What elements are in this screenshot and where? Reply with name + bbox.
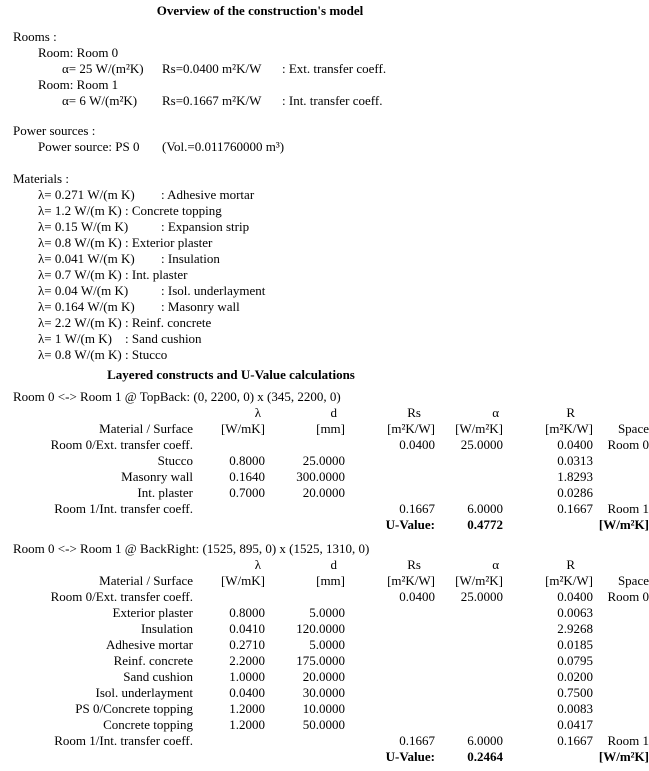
cell-d: 10.0000 xyxy=(302,701,345,716)
cell-rs: 0.1667 xyxy=(399,501,435,516)
material-item xyxy=(38,331,649,347)
cell-material: Room 0/Ext. transfer coeff. xyxy=(50,437,193,452)
cell-material: Room 0/Ext. transfer coeff. xyxy=(50,589,193,604)
table-row xyxy=(13,437,649,453)
col-symbol-alpha: α xyxy=(492,405,499,420)
cell-space xyxy=(593,701,649,717)
cell-d: 20.0000 xyxy=(302,485,345,500)
material-lambda: λ= 0.8 W/(m K) xyxy=(38,347,122,362)
cell-alpha: 6.0000 xyxy=(467,501,503,516)
material-lambda: λ= 0.164 W/(m K) xyxy=(38,299,135,314)
col-unit-alpha: [W/m²K] xyxy=(455,421,503,436)
cell-alpha xyxy=(435,669,503,685)
col-symbol-lambda: λ xyxy=(254,405,261,420)
construct-table xyxy=(13,557,649,765)
cell-lambda xyxy=(193,437,265,453)
cell-d: 25.0000 xyxy=(302,453,345,468)
material-lambda: λ= 1.2 W/(m K) xyxy=(38,203,122,218)
material-lambda: λ= 0.7 W/(m K) xyxy=(38,267,122,282)
cell-r: 0.0417 xyxy=(557,717,593,732)
col-symbol-rs: Rs xyxy=(407,405,421,420)
cell-rs xyxy=(345,717,435,733)
material-name: : Exterior plaster xyxy=(125,235,213,250)
cell-space: Room 0 xyxy=(607,437,649,452)
material-item xyxy=(38,283,649,299)
cell-d: 5.0000 xyxy=(309,637,345,652)
material-item xyxy=(38,235,649,251)
cell-material: Exterior plaster xyxy=(112,605,193,620)
material-lambda: λ= 0.041 W/(m K) xyxy=(38,251,135,266)
cell-lambda: 0.0400 xyxy=(229,685,265,700)
cell-d: 120.0000 xyxy=(296,621,345,636)
cell-r: 2.9268 xyxy=(557,621,593,636)
table-row xyxy=(13,637,649,653)
cell-space xyxy=(593,653,649,669)
rooms-section xyxy=(0,29,649,109)
cell-d: 50.0000 xyxy=(302,717,345,732)
cell-lambda xyxy=(193,733,265,749)
materials-section xyxy=(0,171,649,363)
cell-space: Room 0 xyxy=(607,589,649,604)
coeff-desc: : Int. transfer coeff. xyxy=(282,93,383,108)
material-name: : Insulation xyxy=(161,251,220,266)
material-item xyxy=(38,347,649,363)
rooms-heading: Rooms : xyxy=(13,29,57,44)
cell-alpha xyxy=(435,685,503,701)
cell-material: PS 0/Concrete topping xyxy=(75,701,193,716)
cell-lambda xyxy=(193,589,265,605)
material-item xyxy=(38,267,649,283)
cell-rs xyxy=(345,621,435,637)
col-symbol-alpha: α xyxy=(492,557,499,572)
cell-alpha xyxy=(435,717,503,733)
col-symbol-d: d xyxy=(330,405,337,420)
table-row xyxy=(13,653,649,669)
cell-r: 1.8293 xyxy=(557,469,593,484)
power-source-line xyxy=(38,139,649,155)
cell-alpha xyxy=(435,653,503,669)
cell-material: Masonry wall xyxy=(121,469,193,484)
table-row xyxy=(13,701,649,717)
cell-space xyxy=(593,685,649,701)
col-unit-rs: [m²K/W] xyxy=(387,421,435,436)
material-name: : Adhesive mortar xyxy=(161,187,255,202)
col-header-material: Material / Surface xyxy=(99,573,193,588)
cell-material: Concrete topping xyxy=(103,717,193,732)
cell-material: Room 1/Int. transfer coeff. xyxy=(54,501,193,516)
cell-space xyxy=(593,605,649,621)
cell-space xyxy=(593,717,649,733)
cell-blank xyxy=(193,517,265,533)
cell-space: Room 1 xyxy=(607,733,649,748)
cell-material: Sand cushion xyxy=(123,669,193,684)
material-name: : Sand cushion xyxy=(125,331,202,346)
cell-blank xyxy=(193,749,265,765)
cell-d: 300.0000 xyxy=(296,469,345,484)
section-title-layered-constructs: Layered constructs and U-Value calculations xyxy=(107,367,355,382)
material-name: : Masonry wall xyxy=(161,299,240,314)
cell-r: 0.7500 xyxy=(557,685,593,700)
cell-d: 30.0000 xyxy=(302,685,345,700)
cell-r: 0.0185 xyxy=(557,637,593,652)
table-row xyxy=(13,717,649,733)
col-symbol-r: R xyxy=(566,405,575,420)
cell-lambda xyxy=(193,501,265,517)
cell-rs xyxy=(345,453,435,469)
table-header-units-row xyxy=(13,573,649,589)
col-header-space: Space xyxy=(617,573,649,588)
cell-d: 175.0000 xyxy=(296,653,345,668)
col-symbol-r: R xyxy=(566,557,575,572)
cell-space xyxy=(593,669,649,685)
cell-rs xyxy=(345,669,435,685)
cell-material: Room 1/Int. transfer coeff. xyxy=(54,733,193,748)
cell-lambda: 2.2000 xyxy=(229,653,265,668)
material-lambda: λ= 0.8 W/(m K) xyxy=(38,235,122,250)
cell-alpha xyxy=(435,453,503,469)
cell-rs xyxy=(345,469,435,485)
cell-lambda: 1.0000 xyxy=(229,669,265,684)
cell-lambda: 0.8000 xyxy=(229,453,265,468)
cell-blank xyxy=(265,749,345,765)
cell-lambda: 0.1640 xyxy=(229,469,265,484)
material-item xyxy=(38,187,649,203)
col-unit-lambda: [W/mK] xyxy=(220,573,265,588)
cell-r: 0.0083 xyxy=(557,701,593,716)
table-row xyxy=(13,669,649,685)
cell-lambda: 1.2000 xyxy=(229,717,265,732)
cell-d xyxy=(265,501,345,517)
cell-rs xyxy=(345,701,435,717)
cell-lambda: 0.8000 xyxy=(229,605,265,620)
material-name: : Concrete topping xyxy=(125,203,222,218)
construct-title: Room 0 <-> Room 1 @ TopBack: (0, 2200, 0) x (345, 2200, 0) xyxy=(13,389,341,404)
table-row xyxy=(13,453,649,469)
power-source-volume: (Vol.=0.011760000 m³) xyxy=(162,139,285,154)
cell-rs xyxy=(345,637,435,653)
page-title: Overview of the construction's model xyxy=(156,3,364,18)
material-lambda: λ= 2.2 W/(m K) xyxy=(38,315,122,330)
table-row xyxy=(13,685,649,701)
construct-table xyxy=(13,405,649,533)
cell-r: 0.0313 xyxy=(557,453,593,468)
cell-space xyxy=(593,469,649,485)
material-item xyxy=(38,299,649,315)
cell-alpha xyxy=(435,621,503,637)
col-unit-lambda: [W/mK] xyxy=(220,421,265,436)
cell-material: Stucco xyxy=(157,453,193,468)
cell-blank xyxy=(13,557,193,573)
cell-rs: 0.0400 xyxy=(399,437,435,452)
room-label: Room: Room 1 xyxy=(38,77,119,92)
u-value-row xyxy=(13,749,649,765)
u-value-unit: [W/m²K] xyxy=(598,749,649,764)
room-coeff-line xyxy=(62,93,649,109)
table-row xyxy=(13,469,649,485)
cell-alpha xyxy=(435,637,503,653)
construct-title: Room 0 <-> Room 1 @ BackRight: (1525, 895, 0) x (1525, 1310, 0) xyxy=(13,541,370,556)
material-name: : Stucco xyxy=(125,347,168,362)
material-item xyxy=(38,251,649,267)
u-value-row xyxy=(13,517,649,533)
u-value-label: U-Value: xyxy=(385,517,435,532)
cell-lambda: 0.2710 xyxy=(229,637,265,652)
cell-d: 20.0000 xyxy=(302,669,345,684)
material-item xyxy=(38,219,649,235)
cell-material: Insulation xyxy=(141,621,193,636)
cell-blank xyxy=(265,517,345,533)
cell-d xyxy=(265,437,345,453)
table-row xyxy=(13,621,649,637)
material-lambda: λ= 0.15 W/(m K) xyxy=(38,219,129,234)
cell-r: 0.0063 xyxy=(557,605,593,620)
cell-alpha: 25.0000 xyxy=(460,589,503,604)
col-symbol-rs: Rs xyxy=(407,557,421,572)
alpha-value: α= 6 W/(m²K) xyxy=(62,93,138,108)
table-row xyxy=(13,733,649,749)
power-source-name: Power source: PS 0 xyxy=(38,139,140,154)
cell-r: 0.0400 xyxy=(557,437,593,452)
cell-lambda: 1.2000 xyxy=(229,701,265,716)
cell-alpha xyxy=(435,701,503,717)
cell-space xyxy=(593,621,649,637)
table-header-symbols-row xyxy=(13,557,649,573)
cell-blank xyxy=(13,749,193,765)
col-header-space: Space xyxy=(617,421,649,436)
cell-lambda: 0.0410 xyxy=(229,621,265,636)
cell-rs xyxy=(345,685,435,701)
material-name: : Expansion strip xyxy=(161,219,250,234)
cell-space xyxy=(593,453,649,469)
table-row xyxy=(13,501,649,517)
col-unit-r: [m²K/W] xyxy=(545,421,593,436)
cell-alpha xyxy=(435,605,503,621)
table-row xyxy=(13,485,649,501)
table-row xyxy=(13,589,649,605)
material-name: : Reinf. concrete xyxy=(125,315,212,330)
cell-d xyxy=(265,733,345,749)
alpha-value: α= 25 W/(m²K) xyxy=(62,61,144,76)
col-unit-r: [m²K/W] xyxy=(545,573,593,588)
material-name: : Isol. underlayment xyxy=(161,283,266,298)
material-lambda: λ= 0.04 W/(m K) xyxy=(38,283,129,298)
room-coeff-line xyxy=(62,61,649,77)
cell-alpha: 25.0000 xyxy=(460,437,503,452)
cell-space xyxy=(593,637,649,653)
cell-r: 0.1667 xyxy=(557,501,593,516)
cell-blank xyxy=(13,517,193,533)
cell-blank xyxy=(593,557,649,573)
cell-blank xyxy=(13,405,193,421)
table-header-units-row xyxy=(13,421,649,437)
rs-value: Rs=0.1667 m²K/W xyxy=(162,93,262,108)
u-value-number: 0.4772 xyxy=(467,517,503,532)
cell-alpha: 6.0000 xyxy=(467,733,503,748)
col-unit-d: [mm] xyxy=(316,573,345,588)
material-lambda: λ= 0.271 W/(m K) xyxy=(38,187,135,202)
cell-material: Isol. underlayment xyxy=(95,685,193,700)
cell-material: Adhesive mortar xyxy=(105,637,193,652)
col-unit-rs: [m²K/W] xyxy=(387,573,435,588)
material-name: : Int. plaster xyxy=(125,267,188,282)
power-sources-heading: Power sources : xyxy=(13,123,96,138)
col-header-material: Material / Surface xyxy=(99,421,193,436)
cell-material: Int. plaster xyxy=(137,485,193,500)
coeff-desc: : Ext. transfer coeff. xyxy=(282,61,387,76)
col-symbol-d: d xyxy=(330,557,337,572)
table-row xyxy=(13,605,649,621)
col-unit-d: [mm] xyxy=(316,421,345,436)
material-item xyxy=(38,203,649,219)
u-value-label: U-Value: xyxy=(385,749,435,764)
material-item xyxy=(38,315,649,331)
col-unit-alpha: [W/m²K] xyxy=(455,573,503,588)
cell-d xyxy=(265,589,345,605)
u-value-unit: [W/m²K] xyxy=(598,517,649,532)
cell-blank xyxy=(593,405,649,421)
cell-r: 0.0286 xyxy=(557,485,593,500)
cell-rs xyxy=(345,653,435,669)
cell-r: 0.0795 xyxy=(557,653,593,668)
cell-alpha xyxy=(435,469,503,485)
cell-r: 0.0400 xyxy=(557,589,593,604)
cell-d: 5.0000 xyxy=(309,605,345,620)
cell-rs xyxy=(345,485,435,501)
cell-alpha xyxy=(435,485,503,501)
cell-rs xyxy=(345,605,435,621)
materials-heading: Materials : xyxy=(13,171,69,186)
cell-r: 0.1667 xyxy=(557,733,593,748)
cell-space xyxy=(593,485,649,501)
cell-material: Reinf. concrete xyxy=(113,653,193,668)
rs-value: Rs=0.0400 m²K/W xyxy=(162,61,262,76)
cell-r: 0.0200 xyxy=(557,669,593,684)
cell-rs: 0.0400 xyxy=(399,589,435,604)
material-lambda: λ= 1 W/(m K) xyxy=(38,331,112,346)
cell-space: Room 1 xyxy=(607,501,649,516)
u-value-number: 0.2464 xyxy=(467,749,503,764)
col-symbol-lambda: λ xyxy=(254,557,261,572)
cell-rs: 0.1667 xyxy=(399,733,435,748)
table-header-symbols-row xyxy=(13,405,649,421)
power-sources-section xyxy=(0,123,649,155)
cell-lambda: 0.7000 xyxy=(229,485,265,500)
room-label: Room: Room 0 xyxy=(38,45,119,60)
